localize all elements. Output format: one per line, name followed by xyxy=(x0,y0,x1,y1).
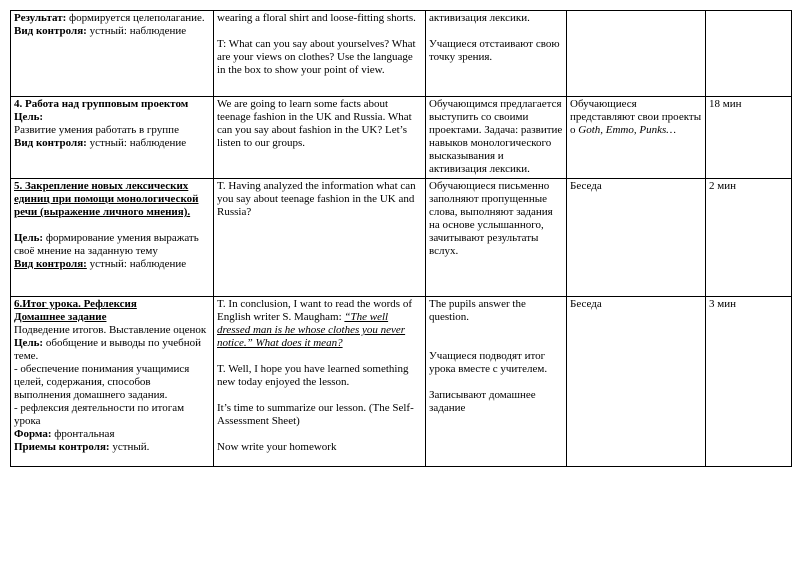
paragraph xyxy=(217,98,422,150)
paragraph xyxy=(709,98,788,111)
text-run: 4. Работа над групповым проектом xyxy=(14,98,189,110)
paragraph xyxy=(429,25,563,38)
text-run: 5. Закрепление новых лексических единиц при помощи монологической речи (выражение личного мнения). xyxy=(14,180,199,218)
text-run: “The well dressed man is he whose clothes you never notice.” What does it mean? xyxy=(217,311,406,349)
text-run: Цель: xyxy=(14,232,44,244)
paragraph xyxy=(570,180,702,193)
paragraph xyxy=(570,298,702,311)
table-cell xyxy=(214,11,426,97)
table-cell xyxy=(11,179,214,297)
text-run: Домашнее задание xyxy=(14,311,107,323)
text-run: устный: наблюдение xyxy=(86,25,187,37)
table-cell xyxy=(706,179,792,297)
paragraph xyxy=(217,363,422,389)
table-cell xyxy=(11,297,214,467)
paragraph xyxy=(217,389,422,402)
paragraph xyxy=(429,389,563,415)
table-cell xyxy=(567,11,706,97)
lesson-table-body xyxy=(11,11,792,467)
paragraph xyxy=(14,12,210,25)
paragraph xyxy=(217,298,422,350)
table-cell xyxy=(426,179,567,297)
table-cell xyxy=(214,97,426,179)
paragraph xyxy=(14,363,210,402)
table-cell xyxy=(567,179,706,297)
paragraph xyxy=(14,441,210,454)
text-run: 3 мин xyxy=(709,298,736,310)
table-row xyxy=(11,297,792,467)
text-run: Учащиеся подводят итог урока вместе с учителем. xyxy=(429,350,548,375)
text-run: Развитие умения работать в группе xyxy=(14,124,179,136)
paragraph xyxy=(14,232,210,258)
paragraph xyxy=(14,111,210,124)
text-run: Обучающимся предлагается выступить со своими проектами. Задача: развитие навыков монологического высказывания и активизация лексики. xyxy=(429,98,563,175)
paragraph xyxy=(217,428,422,441)
table-row xyxy=(11,11,792,97)
text-run: фронтальная xyxy=(51,428,115,440)
text-run: устный: наблюдение xyxy=(86,137,187,149)
paragraph xyxy=(429,376,563,389)
paragraph xyxy=(14,428,210,441)
text-run: Goth, Emmo, Punks… xyxy=(578,124,677,136)
table-cell xyxy=(11,11,214,97)
paragraph xyxy=(217,25,422,38)
text-run: - обеспечение понимания учащимися целей, содержания, способов выполнения домашнего задания. xyxy=(14,363,190,401)
table-cell xyxy=(11,97,214,179)
text-run: The pupils answer the question. xyxy=(429,298,526,323)
paragraph xyxy=(217,402,422,428)
table-cell xyxy=(426,297,567,467)
paragraph xyxy=(217,38,422,77)
text-run: T: What can you say about yourselves? What are your views on clothes? Use the language in the box to show your point of view. xyxy=(217,38,416,76)
table-row xyxy=(11,97,792,179)
table-row xyxy=(11,179,792,297)
text-run: Приемы контроля: xyxy=(14,441,110,453)
text-run: Записывают домашнее задание xyxy=(429,389,536,414)
text-run: Форма: xyxy=(14,428,52,440)
paragraph xyxy=(429,350,563,376)
text-run: T. Well, I hope you have learned something new today enjoyed the lesson. xyxy=(217,363,409,388)
paragraph xyxy=(14,311,210,324)
text-run: устный: наблюдение xyxy=(86,258,187,270)
text-run: 2 мин xyxy=(709,180,736,192)
lesson-plan-table xyxy=(10,10,792,467)
paragraph xyxy=(217,441,422,454)
paragraph xyxy=(429,324,563,337)
paragraph xyxy=(217,180,422,219)
paragraph xyxy=(14,298,210,311)
paragraph xyxy=(14,258,210,271)
text-run: Беседа xyxy=(570,298,602,310)
text-run: Обучающиеся представляют свои проекты о xyxy=(570,98,702,136)
paragraph xyxy=(709,298,788,311)
paragraph xyxy=(429,180,563,258)
text-run: обобщение и выводы по учебной теме. xyxy=(14,337,201,362)
table-cell xyxy=(706,297,792,467)
text-run: устный. xyxy=(109,441,150,453)
table-cell xyxy=(426,11,567,97)
text-run: Обучающиеся письменно заполняют пропущенные слова, выполняют задания на основе услышанного, зачитывают результаты вслух. xyxy=(429,180,553,257)
paragraph xyxy=(14,337,210,363)
table-cell xyxy=(214,179,426,297)
paragraph xyxy=(14,219,210,232)
text-run: - рефлексия деятельности по итогам урока xyxy=(14,402,185,427)
table-cell xyxy=(706,97,792,179)
text-run: T. In conclusion, I want to read the words of English writer S. Maugham: xyxy=(217,298,412,323)
text-run: 18 мин xyxy=(709,98,742,110)
text-run: Результат: xyxy=(14,12,67,24)
paragraph xyxy=(429,337,563,350)
paragraph xyxy=(14,324,210,337)
table-cell xyxy=(214,297,426,467)
paragraph xyxy=(429,298,563,324)
paragraph xyxy=(429,38,563,64)
text-run: формируется целеполагание. xyxy=(66,12,205,24)
table-cell xyxy=(567,97,706,179)
paragraph xyxy=(14,124,210,137)
text-run: Цель: xyxy=(14,111,44,123)
paragraph xyxy=(429,98,563,176)
table-cell xyxy=(426,97,567,179)
text-run: активизация лексики. xyxy=(429,12,530,24)
text-run: We are going to learn some facts about teenage fashion in the UK and Russia. What can you say about fashion in the UK? Let’s listen to our groups. xyxy=(217,98,412,149)
text-run: wearing a floral shirt and loose-fitting shorts. xyxy=(217,12,416,24)
paragraph xyxy=(14,180,210,219)
text-run: 6.Итог урока. Рефлексия xyxy=(14,298,137,310)
paragraph xyxy=(709,180,788,193)
text-run: Вид контроля: xyxy=(14,137,87,149)
paragraph xyxy=(429,12,563,25)
text-run: Вид контроля: xyxy=(14,25,87,37)
text-run: It’s time to summarize our lesson. (The Self-Assessment Sheet) xyxy=(217,402,414,427)
paragraph xyxy=(217,12,422,25)
text-run: формирование умения выражать своё мнение на заданную тему xyxy=(14,232,199,257)
paragraph xyxy=(14,98,210,111)
paragraph xyxy=(217,350,422,363)
paragraph xyxy=(14,402,210,428)
paragraph xyxy=(14,137,210,150)
table-cell xyxy=(567,297,706,467)
text-run: Вид контроля: xyxy=(14,258,87,270)
paragraph xyxy=(14,25,210,38)
text-run: T. Having analyzed the information what can you say about teenage fashion in the UK and Russia? xyxy=(217,180,416,218)
text-run: Цель: xyxy=(14,337,44,349)
text-run: Now write your homework xyxy=(217,441,337,453)
paragraph xyxy=(570,98,702,137)
text-run: Учащиеся отстаивают свою точку зрения. xyxy=(429,38,560,63)
text-run: Подведение итогов. Выставление оценок xyxy=(14,324,207,336)
text-run: Беседа xyxy=(570,180,602,192)
table-cell xyxy=(706,11,792,97)
